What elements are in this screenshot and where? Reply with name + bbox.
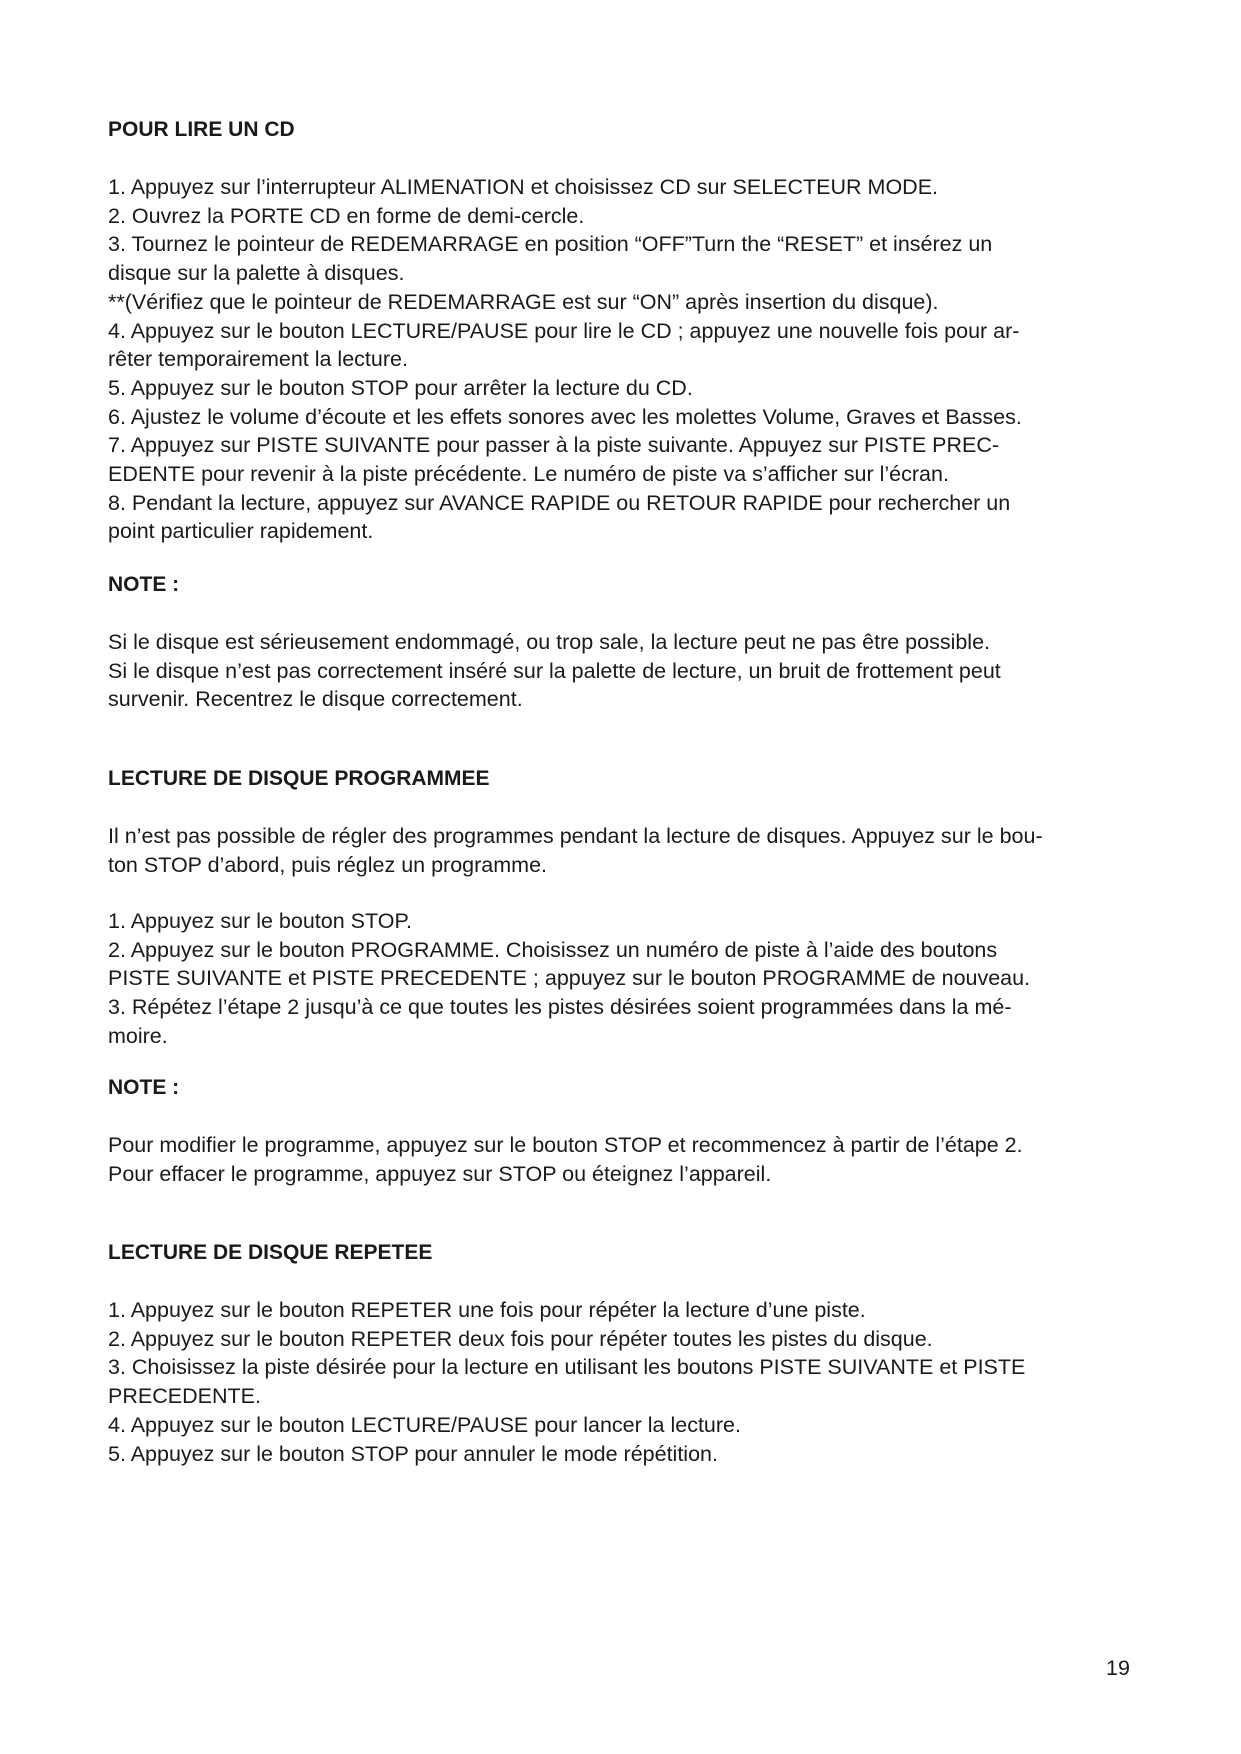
text-line: 2. Ouvrez la PORTE CD en forme de demi-cercle. <box>108 203 585 228</box>
program-intro <box>108 822 1138 879</box>
text-line: PRECEDENTE. <box>108 1384 261 1409</box>
text-line: 5. Appuyez sur le bouton STOP pour arrêter la lecture du CD. <box>108 375 693 400</box>
heading-lecture-programmee: LECTURE DE DISQUE PROGRAMMEE <box>108 767 490 790</box>
text-line: 5. Appuyez sur le bouton STOP pour annuler le mode répétition. <box>108 1441 718 1466</box>
heading-note-2: NOTE : <box>108 1076 180 1099</box>
text-line: PISTE SUIVANTE et PISTE PRECEDENTE ; appuyez sur le bouton PROGRAMME de nouveau. <box>108 966 1031 991</box>
repeat-instructions <box>108 1296 1138 1468</box>
text-line: 4. Appuyez sur le bouton LECTURE/PAUSE pour lire le CD ; appuyez une nouvelle fois pour ar- <box>108 318 1020 343</box>
text-line: rêter temporairement la lecture. <box>108 347 408 372</box>
text-line: **(Vérifiez que le pointeur de REDEMARRAGE est sur “ON” après insertion du disque). <box>108 289 939 314</box>
text-line: moire. <box>108 1023 168 1048</box>
text-line: 4. Appuyez sur le bouton LECTURE/PAUSE pour lancer la lecture. <box>108 1412 741 1437</box>
program-instructions <box>108 907 1138 1051</box>
text-line: 8. Pendant la lecture, appuyez sur AVANCE RAPIDE ou RETOUR RAPIDE pour rechercher un <box>108 490 1011 515</box>
text-line: 1. Appuyez sur le bouton STOP. <box>108 909 412 933</box>
cd-instructions <box>108 173 1138 546</box>
text-line: disque sur la palette à disques. <box>108 261 405 286</box>
text-line: 3. Choisissez la piste désirée pour la lecture en utilisant les boutons PISTE SUIVANTE et PISTE <box>108 1355 1026 1380</box>
document-page <box>108 0 1138 1754</box>
text-line: Si le disque est sérieusement endommagé, ou trop sale, la lecture peut ne pas être possible. <box>108 630 991 654</box>
text-line: 3. Tournez le pointeur de REDEMARRAGE en position “OFF”Turn the “RESET” et insérez un <box>108 232 993 257</box>
heading-lecture-repetee: LECTURE DE DISQUE REPETEE <box>108 1241 433 1264</box>
text-line: EDENTE pour revenir à la piste précédente. Le numéro de piste va s’afficher sur l’écran. <box>108 462 949 487</box>
text-line: Pour modifier le programme, appuyez sur le bouton STOP et recommencez à partir de l’étape 2. <box>108 1133 1023 1157</box>
text-line: Pour effacer le programme, appuyez sur STOP ou éteignez l’appareil. <box>108 1161 772 1186</box>
text-line: ton STOP d’abord, puis réglez un programme. <box>108 852 547 877</box>
heading-pour-lire-un-cd: POUR LIRE UN CD <box>108 118 295 141</box>
text-line: 2. Appuyez sur le bouton PROGRAMME. Choisissez un numéro de piste à l’aide des boutons <box>108 937 998 962</box>
text-line: 6. Ajustez le volume d’écoute et les effets sonores avec les molettes Volume, Graves et Basses. <box>108 404 1022 429</box>
text-line: survenir. Recentrez le disque correctement. <box>108 687 523 712</box>
note-2-text <box>108 1131 1138 1188</box>
text-line: 3. Répétez l’étape 2 jusqu’à ce que toutes les pistes désirées soient programmées dans la mé- <box>108 995 1012 1020</box>
text-line: 7. Appuyez sur PISTE SUIVANTE pour passer à la piste suivante. Appuyez sur PISTE PREC- <box>108 433 1000 458</box>
heading-note-1: NOTE : <box>108 573 180 596</box>
text-line: 1. Appuyez sur le bouton REPETER une fois pour répéter la lecture d’une piste. <box>108 1298 866 1322</box>
text-line: point particulier rapidement. <box>108 519 374 544</box>
text-line: Si le disque n’est pas correctement inséré sur la palette de lecture, un bruit de frottement peut <box>108 658 1001 683</box>
text-line: Il n’est pas possible de régler des programmes pendant la lecture de disques. Appuyez sur le bou- <box>108 824 1043 848</box>
text-line: 2. Appuyez sur le bouton REPETER deux fois pour répéter toutes les pistes du disque. <box>108 1326 933 1351</box>
note-1-text <box>108 628 1138 714</box>
page-number: 19 <box>1106 1656 1130 1680</box>
text-line: 1. Appuyez sur l’interrupteur ALIMENATION et choisissez CD sur SELECTEUR MODE. <box>108 175 939 199</box>
